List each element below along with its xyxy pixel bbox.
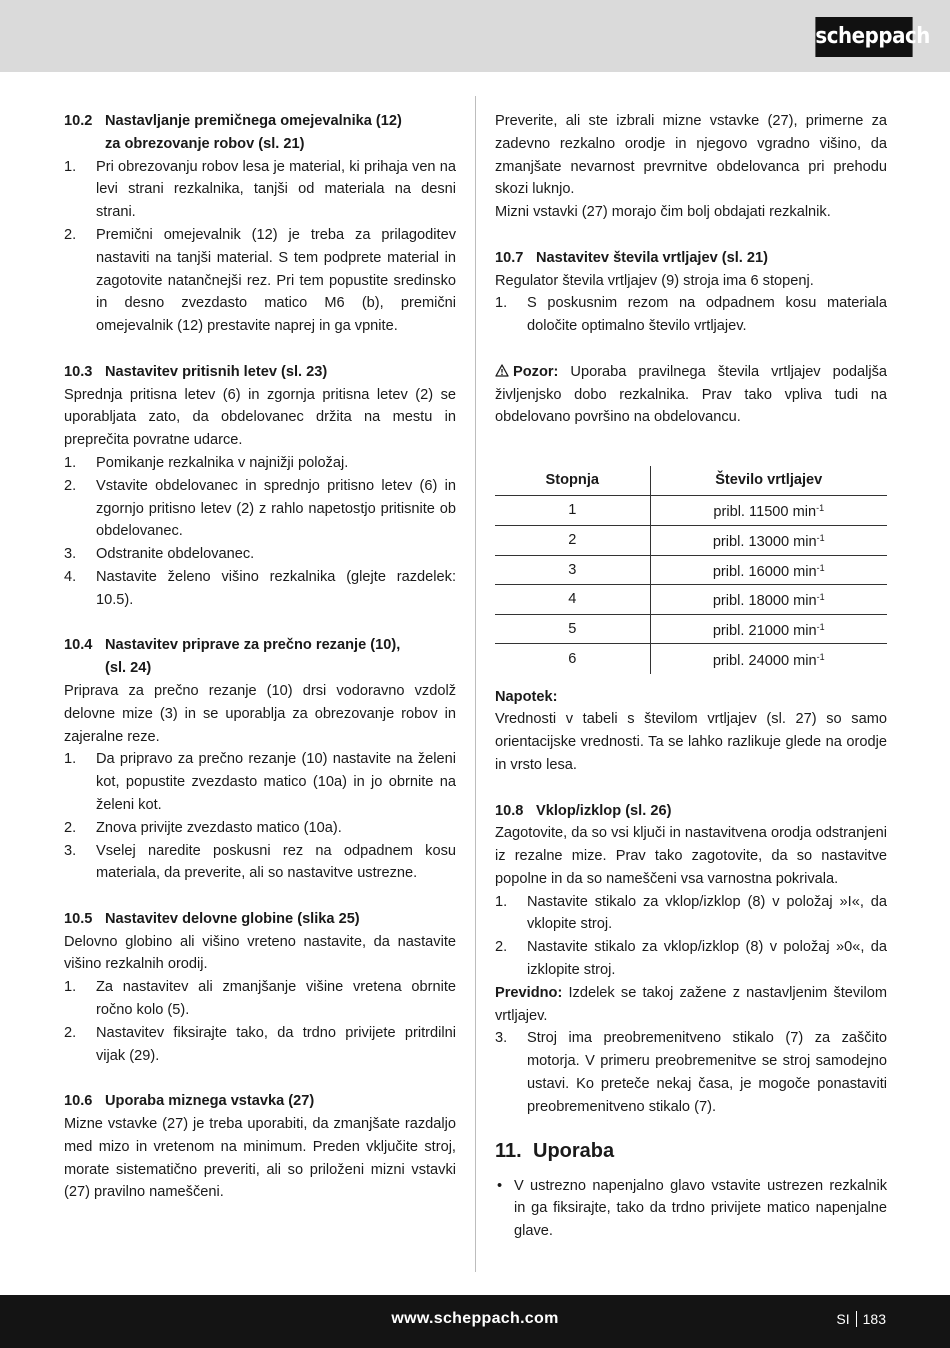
section-heading-10-7: 10.7 Nastavitev števila vrtljajev (sl. 21) xyxy=(495,249,769,266)
list-item: 3. Odstranite obdelovanec. xyxy=(64,546,255,563)
list-item: 3. Stroj ima preobremenitveno stikalo (7) za zaščito motorja. V primeru preobremenitve se stroj samodejno ustavi. Ko preteče nekaj časa, je mogoče ponastaviti preobremenitveno stikalo (7). xyxy=(495,1030,887,1115)
table-header-cell: Število vrtljajev xyxy=(715,472,823,489)
header-bar xyxy=(0,0,950,72)
note-label: Napotek: xyxy=(495,688,558,705)
list-item: 2. Nastavite stikalo za vklop/izklop (8) v položaj »0«, da izklopite stroj. xyxy=(495,939,887,979)
list-item: 2. Premični omejevalnik (12) je treba za prilagoditev nastaviti na tanjši material. S tem podprete material in zagotovite natančnejši rez. Pri tem popustite sredinsko in desno zvezdasto matico M6 (b), premični omejevalnik (12) prestavite naprej in ga vpnite. xyxy=(64,226,456,335)
table-row: 2 pribl. 13000 $\min^{-1}$ xyxy=(495,526,887,556)
column-divider xyxy=(475,96,476,1272)
section-heading-10-8: 10.8 Vklop/izklop (sl. 26) xyxy=(495,802,672,819)
page-number: SI 183 xyxy=(836,1311,886,1327)
caution-paragraph: Previdno: Izdelek se takoj zažene z nastavljenim številom vrtljajev. xyxy=(495,984,887,1024)
list-item: 1. Pri obrezovanju robov lesa je material, ki prihaja ven na levi strani rezkalnika, tanjši od materiala na desni strani. xyxy=(64,158,456,221)
left-column xyxy=(64,110,456,1204)
scheppach-logo: scheppach xyxy=(815,17,912,57)
chapter-heading-11: 11. Uporaba xyxy=(495,1139,615,1162)
list-item: 2. Nastavitev fiksirajte tako, da trdno privijete pritrdilni vijak (29). xyxy=(64,1024,456,1064)
paragraph: Sprednja pritisna letev (6) in zgornja pritisna letev (2) se uporabljata zato, da obdelovanec držita na mestu in preprečita povratne udarce. xyxy=(64,386,456,449)
list-item: 2. Vstavite obdelovanec in sprednjo pritisno letev (6) in zgornjo pritisno letev (2) z rahlo napetostjo pritisnite ob obdelovanec. xyxy=(64,477,456,540)
bullet-item: • V ustrezno napenjalno glavo vstavite ustrezen rezkalnik in ga fiksirajte, tako da trdno privijete matico napenjalne glave. xyxy=(497,1177,887,1240)
paragraph: Priprava za prečno rezanje (10) drsi vodoravno vzdolž delovne mize (3) in se uporablja za obrezovanje robov in zajeralne reze. xyxy=(64,682,456,745)
rpm-table xyxy=(495,466,887,674)
list-item: 1. S poskusnim rezom na odpadnem kosu materiala določite optimalno število vrtljajev. xyxy=(495,295,887,335)
note-paragraph: Vrednosti v tabeli s številom vrtljajev (sl. 27) so samo orientacijske vrednosti. Ta se lahko razlikuje glede na orodje in vrsto lesa. xyxy=(495,711,887,773)
table-header-cell: Stopnja xyxy=(495,466,650,496)
section-heading-10-6: 10.6 Uporaba miznega vstavka (27) xyxy=(64,1093,315,1110)
website-link[interactable]: www.scheppach.com xyxy=(391,1310,559,1327)
paragraph: Delovno globino ali višino vreteno nastavite, da nastavite višino rezkalnih orodij. xyxy=(64,933,456,973)
list-item: 1. Za nastavitev ali zmanjšanje višine vretena obrnite ročno kolo (5). xyxy=(64,979,456,1019)
list-item: 1. Pomikanje rezkalnika v najnižji položaj. xyxy=(64,454,349,471)
list-item: 2. Znova privijte zvezdasto matico (10a). xyxy=(64,819,342,836)
paragraph: Zagotovite, da so vsi ključi in nastavitvena orodja odstranjeni iz rezalne mize. Prav tako zagotovite, da so nastavitve popolne in da so nameščeni vsa varnostna pokrivala. xyxy=(495,825,887,887)
list-item: 3. Vselej naredite poskusni rez na odpadnem kosu materiala, da preverite, ali so nastavitve ustrezne. xyxy=(64,842,456,882)
paragraph: Mizni vstavki (27) morajo čim bolj obdajati rezkalnik. xyxy=(495,204,831,221)
list-item: 1. Nastavite stikalo za vklop/izklop (8) v položaj »I«, da vklopite stroj. xyxy=(495,893,887,933)
section-heading-10-4: 10.4 Nastavitev priprave za prečno rezanje (10), (sl. 24) xyxy=(64,637,401,677)
section-heading-10-3: 10.3 Nastavitev pritisnih letev (sl. 23) xyxy=(64,363,328,380)
warning-paragraph: Pozor: Uporaba pravilnega števila vrtljajev podaljša življenjsko dobo rezkalnika. Prav tako vpliva tudi na obdelovano površino na obdelovancu. xyxy=(495,363,887,426)
list-item: 4. Nastavite želeno višino rezkalnika (glejte razdelek: 10.5). xyxy=(64,568,456,608)
table-row: 4 pribl. 18000 $\min^{-1}$ xyxy=(495,585,887,615)
table-row: 1 pribl. 11500 $\min^{-1}$ xyxy=(495,496,887,526)
section-heading-10-5: 10.5 Nastavitev delovne globine (slika 25) xyxy=(64,910,360,927)
table-header-row xyxy=(495,466,887,496)
table-row: 6 pribl. 24000 $\min^{-1}$ xyxy=(495,644,887,674)
right-column xyxy=(495,110,887,1243)
table-row: 3 pribl. 16000 $\min^{-1}$ xyxy=(495,555,887,585)
paragraph: Mizne vstavke (27) je treba uporabiti, da zmanjšate razdaljo med mizo in vretenom na minimum. Preden vključite stroj, morate sistematično preveriti, ali so priloženi mizni vstavki (27) pravilno nameščeni. xyxy=(64,1116,456,1201)
list-item: 1. Da pripravo za prečno rezanje (10) nastavite na želeni kot, popustite zvezdasto matico (10a) in jo obrnite na želeni kot. xyxy=(64,751,456,813)
footer-bar xyxy=(0,1295,950,1348)
table-row: 5 pribl. 21000 $\min^{-1}$ xyxy=(495,614,887,644)
section-heading-10-2: 10.2 Nastavljanje premičnega omejevalnika (12) za obrezovanje robov (sl. 21) xyxy=(64,113,402,152)
paragraph: Preverite, ali ste izbrali mizne vstavke (27), primerne za zadevno rezkalno orodje in njegovo vgradno višino, da zmanjšate nevarnost prevrnitve obdelovanca pri prehodu skozi luknjo. xyxy=(495,113,887,198)
warning-icon xyxy=(495,364,509,377)
paragraph: Regulator števila vrtljajev (9) stroja ima 6 stopenj. xyxy=(495,272,814,289)
